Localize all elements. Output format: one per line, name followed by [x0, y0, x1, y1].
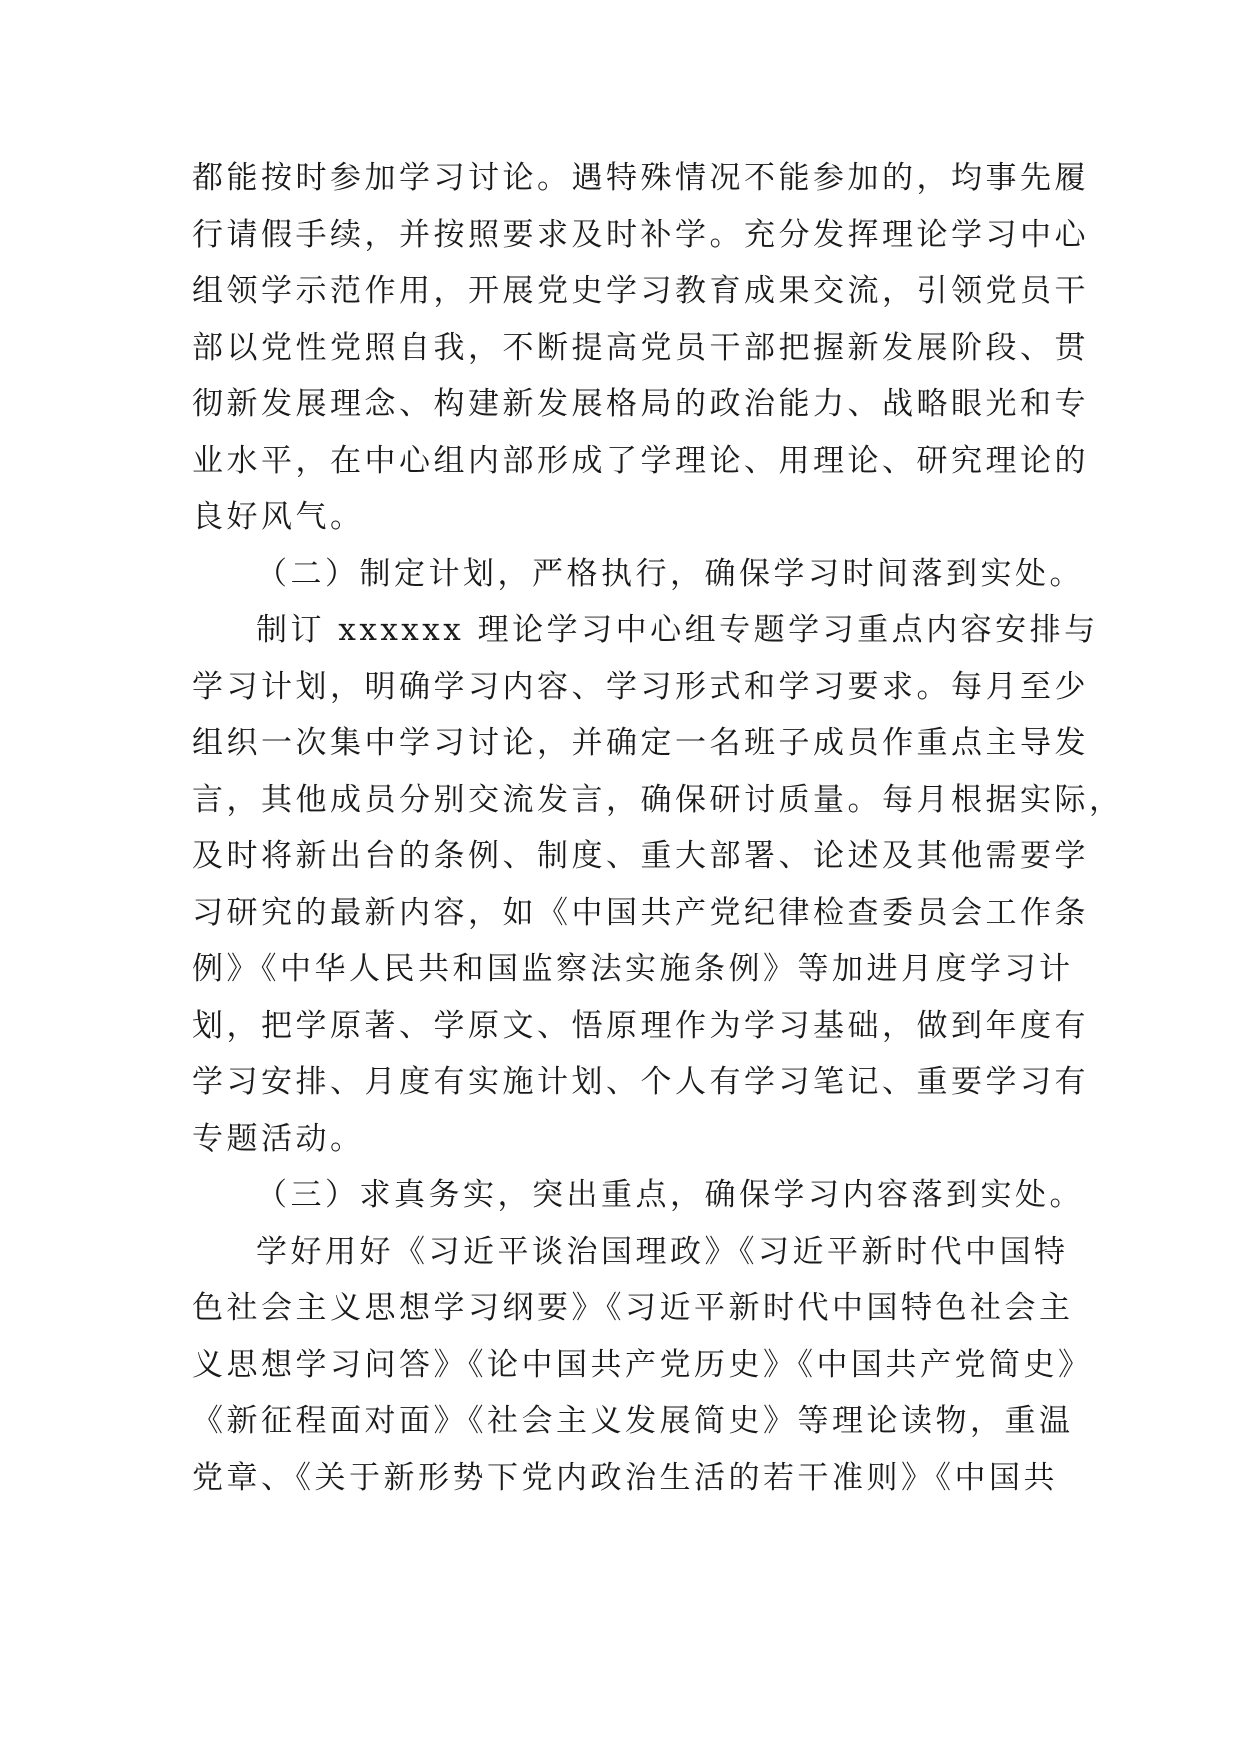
body-line: 彻新发展理念、构建新发展格局的政治能力、战略眼光和专 — [192, 386, 1089, 422]
body-line: 言，其他成员分别交流发言，确保研讨质量。每月根据实际， — [192, 781, 1124, 818]
body-line: 组领学示范作用，开展党史学习教育成果交流，引领党员干 — [192, 273, 1089, 309]
body-line: 业水平，在中心组内部形成了学理论、用理论、研究理论的 — [192, 442, 1089, 479]
body-line: 《新征程面对面》《社会主义发展简史》等理论读物，重温 — [192, 1403, 1074, 1439]
body-line: 习研究的最新内容，如《中国共产党纪律检查委员会工作条 — [192, 894, 1089, 931]
body-line: 行请假手续，并按照要求及时补学。充分发挥理论学习中心 — [192, 216, 1089, 253]
body-line: 都能按时参加学习讨论。遇特殊情况不能参加的，均事先履 — [192, 160, 1089, 196]
section-heading-2: （二）制定计划，严格执行，确保学习时间落到实处。 — [256, 555, 1084, 592]
body-line: 学习计划，明确学习内容、学习形式和学习要求。每月至少 — [192, 668, 1089, 705]
body-line: 学习安排、月度有实施计划、个人有学习笔记、重要学习有 — [192, 1064, 1089, 1100]
body-line: 党章、《关于新形势下党内政治生活的若干准则》《中国共 — [192, 1459, 1058, 1496]
body-line: 制订 xxxxxx 理论学习中心组专题学习重点内容安排与 — [256, 612, 1099, 648]
body-line: 专题活动。 — [192, 1120, 365, 1157]
body-line: 组织一次集中学习讨论，并确定一名班子成员作重点主导发 — [192, 725, 1089, 761]
document-body — [192, 150, 1124, 1506]
body-line: 良好风气。 — [192, 499, 365, 535]
body-line: 划，把学原著、学原文、悟原理作为学习基础，做到年度有 — [192, 1007, 1089, 1044]
body-line: 及时将新出台的条例、制度、重大部署、论述及其他需要学 — [192, 838, 1089, 874]
body-line: 例》《中华人民共和国监察法实施条例》等加进月度学习计 — [192, 951, 1074, 987]
body-line: 义思想学习问答》《论中国共产党历史》《中国共产党简史》 — [192, 1346, 1093, 1383]
body-line: 学好用好《习近平谈治国理政》《习近平新时代中国特 — [256, 1233, 1069, 1270]
section-heading-3: （三）求真务实，突出重点，确保学习内容落到实处。 — [256, 1177, 1084, 1213]
body-line: 部以党性党照自我，不断提高党员干部把握新发展阶段、贯 — [192, 329, 1089, 366]
body-line: 色社会主义思想学习纲要》《习近平新时代中国特色社会主 — [192, 1290, 1074, 1326]
